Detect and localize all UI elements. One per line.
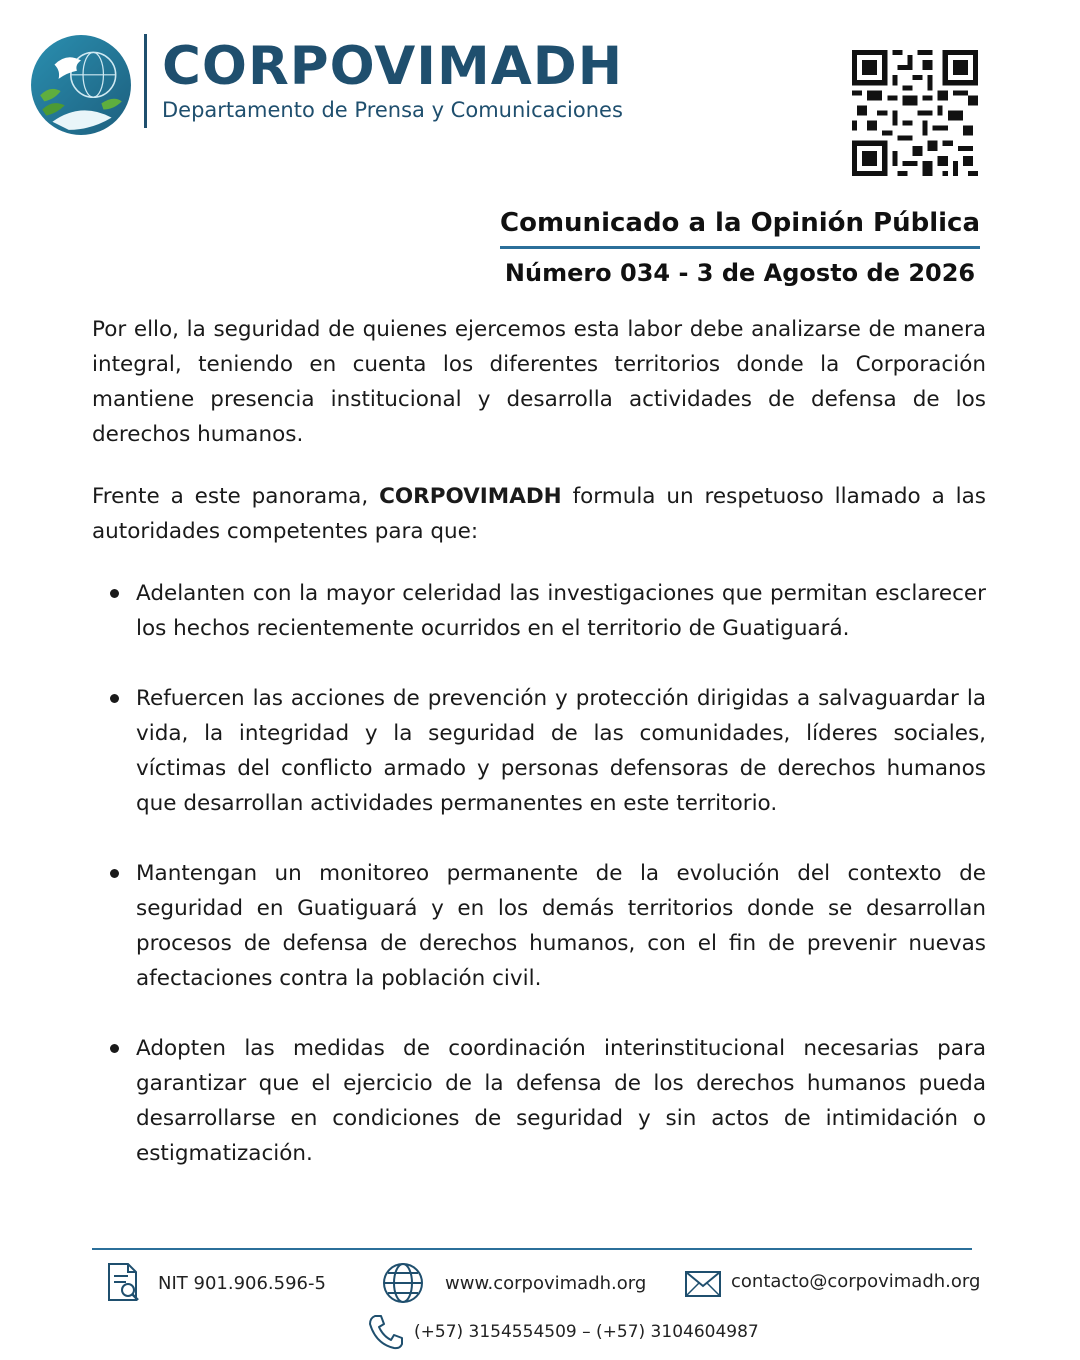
list-item: [136, 1031, 986, 1171]
document-title: Comunicado a la Opinión Pública: [500, 208, 980, 238]
list-item-text: Adopten las medidas de coordinación interinstitucional necesarias para garantizar que el ejercicio de la defensa de los derechos humanos pueda desarrollarse en condiciones de seguridad y sin actos de intimidación o estigmatización.: [136, 1036, 986, 1166]
bullet-icon: [110, 589, 119, 598]
footer-phones: (+57) 3154554509 – (+57) 3104604987: [414, 1322, 759, 1342]
list-item: [136, 681, 986, 821]
paragraph-1: Por ello, la seguridad de quienes ejercemos esta labor debe analizarse de manera integral, teniendo en cuenta los diferentes territorios donde la Corporación mantiene presencia institucional y desarrolla actividades de defensa de los derechos humanos.: [92, 317, 986, 447]
list-item: [136, 856, 986, 996]
qr-code-icon: [852, 50, 978, 176]
organization-name: CORPOVIMADH: [379, 484, 562, 509]
title-block: [500, 208, 980, 287]
bullet-icon: [110, 1044, 119, 1053]
footer-divider: [92, 1248, 972, 1250]
paragraph-2: [92, 479, 986, 549]
footer-nit: NIT 901.906.596-5: [158, 1273, 326, 1294]
envelope-icon: [684, 1269, 722, 1299]
paragraph-2-suffix: formula un respetuoso llamado a las autoridades competentes para que:: [92, 484, 986, 544]
list-item-text: Mantengan un monitoreo permanente de la evolución del contexto de seguridad en Guatiguará y en los demás territorios donde se desarrollan procesos de defensa de derechos humanos, con el fin de prevenir nuevas afectaciones contra la población civil.: [136, 861, 986, 991]
document-search-icon: [106, 1262, 140, 1302]
paragraph-2-prefix: Frente a este panorama,: [92, 484, 380, 509]
document-number-date: Número 034 - 3 de Agosto de 2026: [504, 259, 976, 287]
document-body: [92, 312, 986, 1206]
list-item-text: Refuercen las acciones de prevención y protección dirigidas a salvaguardar la vida, la integridad y la seguridad de las comunidades, líderes sociales, víctimas del conflicto armado y personas defensoras de derechos humanos que desarrollan actividades permanentes en este territorio.: [136, 686, 986, 816]
footer-website[interactable]: www.corpovimadh.org: [445, 1273, 647, 1294]
phone-icon: [367, 1313, 405, 1351]
bullet-icon: [110, 869, 119, 878]
bullet-icon: [110, 694, 119, 703]
brand-subtitle: Departamento de Prensa y Comunicaciones: [162, 98, 623, 122]
list-item-text: Adelanten con la mayor celeridad las investigaciones que permitan esclarecer los hechos recientemente ocurridos en el territorio de Guatiguará.: [136, 581, 986, 641]
brand-name: CORPOVIMADH: [162, 36, 624, 97]
list-item: [136, 576, 986, 646]
brand-divider: [144, 34, 147, 128]
demands-list: [92, 576, 986, 1171]
title-underline: [500, 246, 980, 249]
footer-email[interactable]: contacto@corpovimadh.org: [731, 1271, 981, 1292]
globe-icon: [381, 1261, 425, 1305]
dove-globe-hands-logo: [30, 34, 132, 136]
